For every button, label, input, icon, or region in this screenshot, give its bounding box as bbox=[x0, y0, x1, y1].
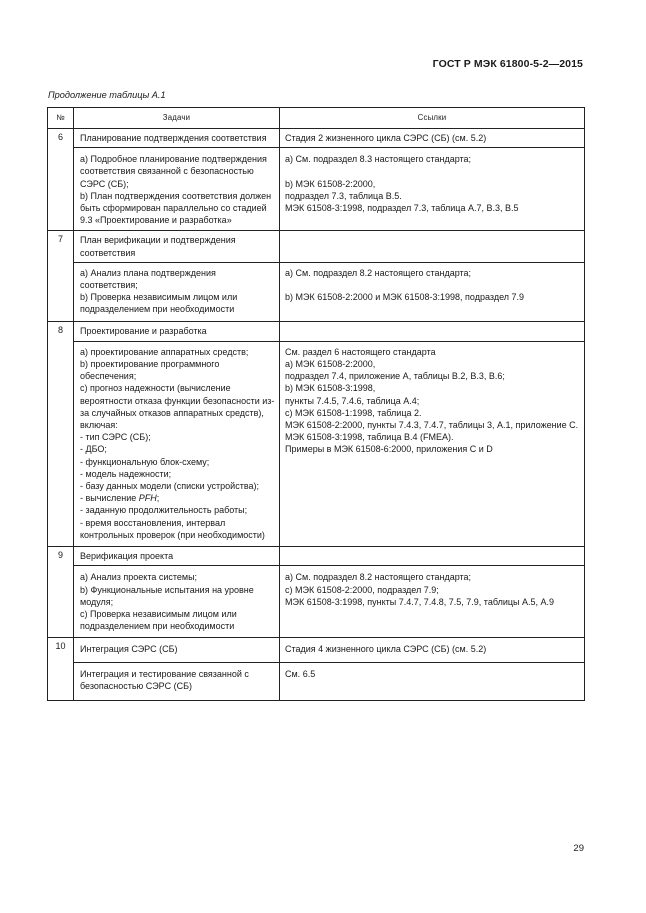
ref-text: а) См. подраздел 8.2 настоящего стандарта; с) МЭК 61508-2:2000, подраздел 7.9; МЭК 61508-3:1998, пункты 7.4.7, 7.4.8, 7.5, 7.9, таблицы А.5, А.9 bbox=[285, 572, 554, 607]
table-row-title bbox=[48, 321, 585, 341]
stage-ref-cell bbox=[280, 547, 585, 566]
task-text: а) Анализ плана подтверждения соответствия; b) Проверка независимым лицом или подразделением при необходимости bbox=[80, 267, 238, 315]
table-row-detail bbox=[48, 262, 585, 321]
stage-title: Проектирование и разработка bbox=[80, 325, 207, 336]
task-pfh-prefix: - вычисление bbox=[80, 493, 139, 504]
task-pfh-term: PFH bbox=[138, 493, 157, 504]
ref-cell bbox=[280, 148, 585, 231]
stage-title-cell bbox=[74, 231, 280, 262]
stage-ref: Стадия 4 жизненного цикла СЭРС (СБ) (см. 5.2) bbox=[285, 644, 487, 655]
task-text: а) Анализ проекта системы; b) Функциональные испытания на уровне модуля; с) Проверка независимым лицом или подразделением при необходимости bbox=[80, 572, 254, 632]
stage-ref-cell bbox=[280, 321, 585, 341]
stage-ref: Стадия 2 жизненного цикла СЭРС (СБ) (см. 5.2) bbox=[285, 133, 487, 143]
task-cell bbox=[74, 566, 280, 638]
task-text: а) проектирование аппаратных средств; b) проектирование программного обеспечения; с) прогноз надежности (вычисление вероятности отказа функции безопасности из-за случайных отказов аппаратных средств), включая: - тип СЭРС (СБ); - ДБО; - функциональную блок-схему; - модель надежности; - базу данных модели (списки устройства); bbox=[80, 346, 275, 492]
stage-title: Верификация проекта bbox=[80, 551, 174, 562]
table-row-title bbox=[48, 231, 585, 262]
table-row-detail bbox=[48, 566, 585, 638]
column-header-tasks: Задачи bbox=[74, 108, 280, 129]
table-row-detail bbox=[48, 341, 585, 546]
stage-ref bbox=[280, 322, 584, 328]
stage-ref bbox=[280, 547, 584, 553]
page-number: 29 bbox=[573, 843, 584, 854]
table-header-row bbox=[48, 108, 585, 129]
task-pfh-suffix: ; bbox=[156, 493, 160, 504]
row-number: 8 bbox=[48, 321, 74, 546]
table-row-title bbox=[48, 129, 585, 148]
requirements-table bbox=[47, 107, 585, 701]
stage-title-cell bbox=[74, 321, 280, 341]
ref-text: а) См. подраздел 8.2 настоящего стандарта; b) МЭК 61508-2:2000 и МЭК 61508-3:1998, подраздел 7.9 bbox=[285, 267, 525, 303]
ref-cell bbox=[280, 566, 585, 638]
table-caption: Продолжение таблицы А.1 bbox=[48, 90, 166, 100]
task-text: Интеграция и тестирование связанной с безопасностью СЭРС (СБ) bbox=[80, 668, 249, 691]
task-cell bbox=[74, 662, 280, 700]
row-number: 9 bbox=[48, 547, 74, 638]
table-row-detail bbox=[48, 662, 585, 700]
stage-title-cell bbox=[74, 638, 280, 662]
stage-ref-cell bbox=[280, 638, 585, 662]
table-row-title bbox=[48, 547, 585, 566]
ref-text: См. 6.5 bbox=[285, 668, 316, 679]
column-header-refs: Ссылки bbox=[280, 108, 585, 129]
ref-cell bbox=[280, 341, 585, 546]
table-row-detail bbox=[48, 148, 585, 231]
task-text-continued: - заданную продолжительность работы; - время восстановления, интервал контрольных проверок (при необходимости) bbox=[80, 505, 265, 540]
row-number: 7 bbox=[48, 231, 74, 321]
ref-text: а) См. подраздел 8.3 настоящего стандарта; b) МЭК 61508-2:2000, подраздел 7.3, таблица В.5. МЭК 61508-3:1998, подраздел 7.3, таблица А.7, В.3, В.5 bbox=[285, 154, 519, 214]
stage-title: Планирование подтверждения соответствия bbox=[80, 133, 267, 143]
stage-title: Интеграция СЭРС (СБ) bbox=[80, 644, 178, 655]
task-cell bbox=[74, 262, 280, 321]
ref-cell bbox=[280, 662, 585, 700]
row-number: 10 bbox=[48, 638, 74, 701]
stage-ref-cell bbox=[280, 129, 585, 148]
task-text-block bbox=[74, 342, 279, 546]
stage-title-cell bbox=[74, 129, 280, 148]
ref-cell bbox=[280, 262, 585, 321]
stage-ref bbox=[280, 231, 584, 237]
column-header-number: № bbox=[48, 108, 74, 129]
task-cell bbox=[74, 341, 280, 546]
task-cell bbox=[74, 148, 280, 231]
stage-title: План верификации и подтверждения соответствия bbox=[80, 235, 236, 258]
document-code: ГОСТ Р МЭК 61800-5-2—2015 bbox=[432, 58, 583, 70]
ref-text: См. раздел 6 настоящего стандарта а) МЭК 61508-2:2000, подраздел 7.4, приложение А, таблицы В.2, В.3, В.6; b) МЭК 61508-3:1998, пункты 7.4.5, 7.4.6, таблица А.4; с) МЭК 61508-1:1998, таблица 2. МЭК 61508-2:2000, пункты 7.4.3, 7.4.7, таблицы 3, А.1, приложение С. МЭК 61508-3:1998, таблица В.4 (FMEA). Примеры в МЭК 61508-6:2000, приложения С и D bbox=[285, 346, 579, 455]
table-row-title bbox=[48, 638, 585, 662]
task-text: а) Подробное планирование подтверждения соответствия связанной с безопасностью СЭРС (СБ); b) План подтверждения соответствия должен быть сформирован параллельно со стадией 9.3 «Проектирование и разработка» bbox=[80, 154, 272, 226]
row-number: 6 bbox=[48, 129, 74, 231]
stage-title-cell bbox=[74, 547, 280, 566]
stage-ref-cell bbox=[280, 231, 585, 262]
